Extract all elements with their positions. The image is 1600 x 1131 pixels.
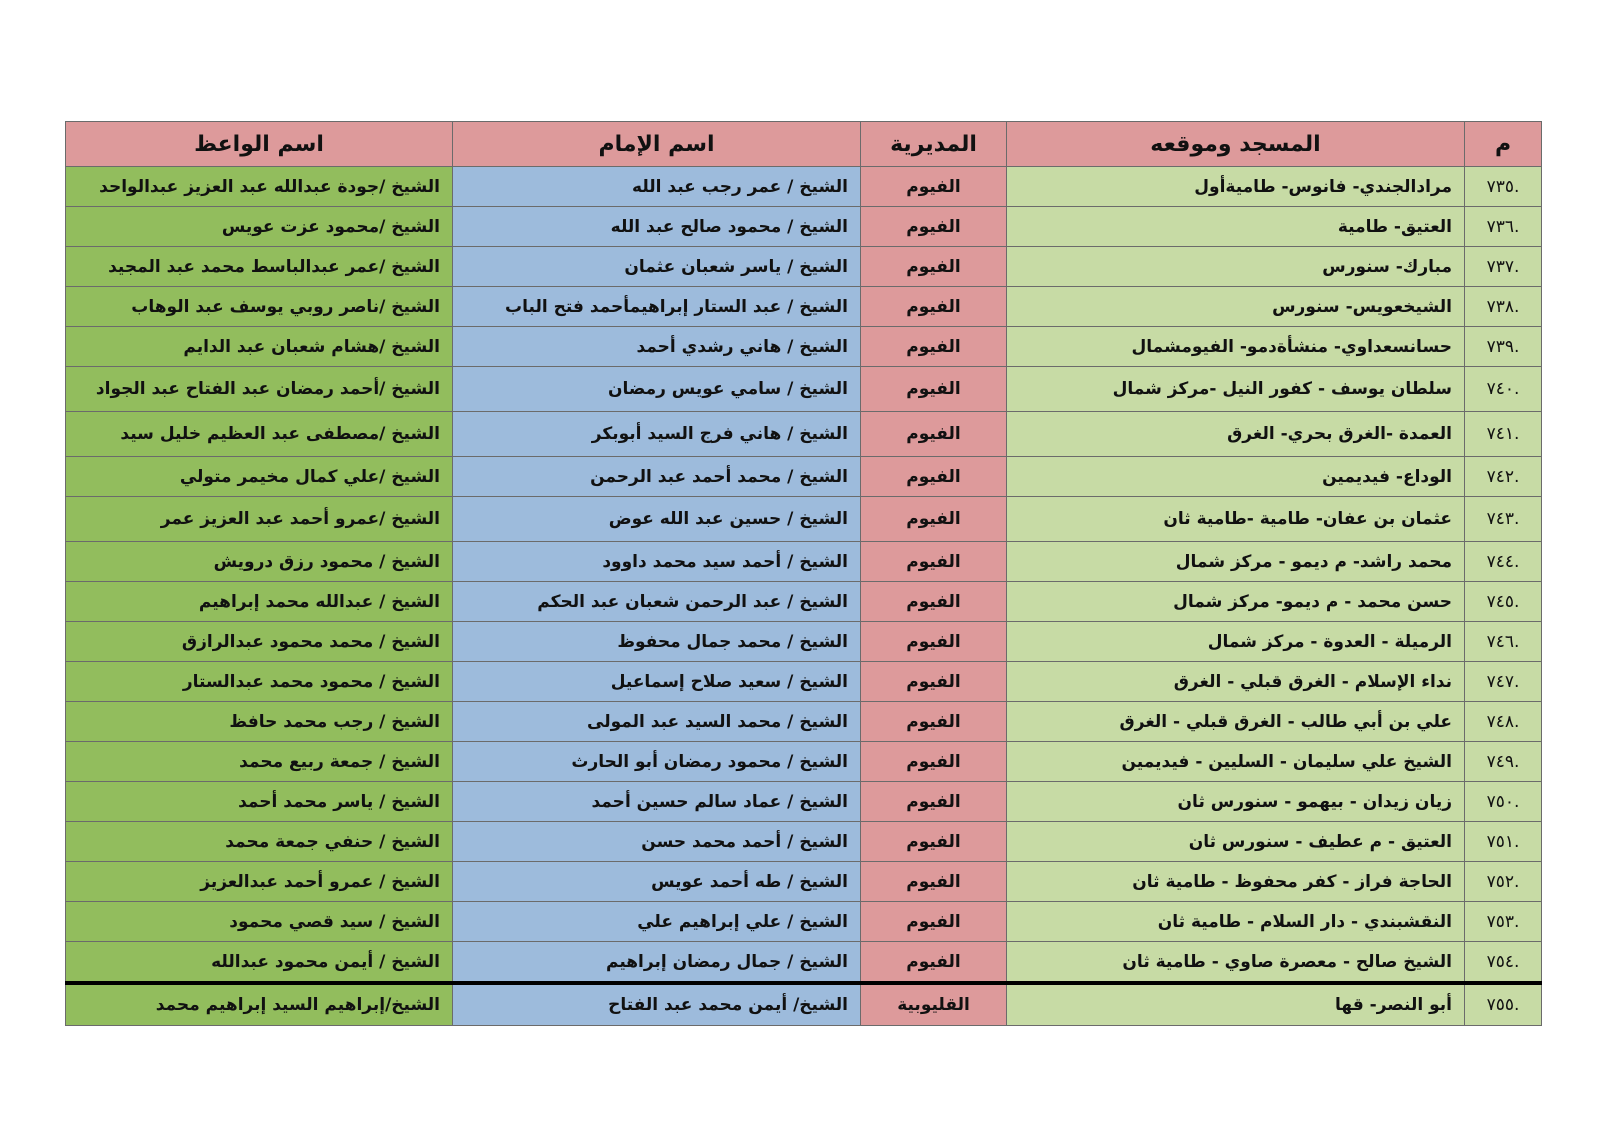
table-row <box>66 327 1542 367</box>
table-row <box>66 983 1542 1026</box>
row-number: ٧٤٣. <box>1465 497 1542 542</box>
directorate-cell: الفيوم <box>861 542 1007 582</box>
mosque-cell: علي بن أبي طالب - الغرق قبلي - الغرق <box>1007 702 1465 742</box>
imam-cell: الشيخ / محمد السيد عبد المولى <box>453 702 861 742</box>
preacher-cell: الشيخ /ناصر روبي يوسف عبد الوهاب <box>66 287 453 327</box>
mosque-cell: الشيخعويس- سنورس <box>1007 287 1465 327</box>
imam-cell: الشيخ / عبد الستار إبراهيمأحمد فتح الباب <box>453 287 861 327</box>
table-row <box>66 367 1542 412</box>
mosque-cell: النقشبندي - دار السلام - طامية ثان <box>1007 902 1465 942</box>
row-number: ٧٣٨. <box>1465 287 1542 327</box>
row-number: ٧٤٨. <box>1465 702 1542 742</box>
mosque-cell: الحاجة فراز - كفر محفوظ - طامية ثان <box>1007 862 1465 902</box>
mosque-cell: نداء الإسلام - الغرق قبلي - الغرق <box>1007 662 1465 702</box>
table-row <box>66 782 1542 822</box>
mosque-cell: الوداع- فيديمين <box>1007 457 1465 497</box>
table-row <box>66 662 1542 702</box>
row-number: ٧٣٩. <box>1465 327 1542 367</box>
mosque-cell: العمدة -الغرق بحري- الغرق <box>1007 412 1465 457</box>
table-row <box>66 207 1542 247</box>
table-row <box>66 457 1542 497</box>
directorate-cell: الفيوم <box>861 662 1007 702</box>
header-mosque: المسجد وموقعه <box>1007 122 1465 167</box>
preacher-cell: الشيخ /علي كمال مخيمر متولي <box>66 457 453 497</box>
mosque-cell: مبارك- سنورس <box>1007 247 1465 287</box>
row-number: ٧٤٩. <box>1465 742 1542 782</box>
imam-cell: الشيخ / علي إبراهيم علي <box>453 902 861 942</box>
row-number: ٧٤١. <box>1465 412 1542 457</box>
imam-cell: الشيخ / أحمد محمد حسن <box>453 822 861 862</box>
row-number: ٧٣٦. <box>1465 207 1542 247</box>
mosque-cell: الشيخ علي سليمان - السليين - فيديمين <box>1007 742 1465 782</box>
mosque-cell: العتيق- طامية <box>1007 207 1465 247</box>
directorate-cell: الفيوم <box>861 942 1007 984</box>
row-number: ٧٤٧. <box>1465 662 1542 702</box>
row-number: ٧٣٥. <box>1465 167 1542 207</box>
row-number: ٧٥٣. <box>1465 902 1542 942</box>
preacher-cell: الشيخ / عمرو أحمد عبدالعزيز <box>66 862 453 902</box>
mosque-cell: العتيق - م عطيف - سنورس ثان <box>1007 822 1465 862</box>
table-row <box>66 542 1542 582</box>
directorate-cell: الفيوم <box>861 622 1007 662</box>
mosque-cell: محمد راشد- م ديمو - مركز شمال <box>1007 542 1465 582</box>
imam-cell: الشيخ / أحمد سيد محمد داوود <box>453 542 861 582</box>
directorate-cell: الفيوم <box>861 902 1007 942</box>
preacher-cell: الشيخ / جمعة ربيع محمد <box>66 742 453 782</box>
table-row <box>66 942 1542 984</box>
row-number: ٧٥٥. <box>1465 983 1542 1026</box>
directorate-cell: الفيوم <box>861 327 1007 367</box>
row-number: ٧٤٦. <box>1465 622 1542 662</box>
preacher-cell: الشيخ / عبدالله محمد إبراهيم <box>66 582 453 622</box>
directorate-cell: الفيوم <box>861 457 1007 497</box>
directorate-cell: الفيوم <box>861 782 1007 822</box>
row-number: ٧٤٤. <box>1465 542 1542 582</box>
mosque-cell: مرادالجندي- فانوس- طاميةأول <box>1007 167 1465 207</box>
row-number: ٧٤٢. <box>1465 457 1542 497</box>
imam-cell: الشيخ / طه أحمد عويس <box>453 862 861 902</box>
header-preacher: اسم الواعظ <box>66 122 453 167</box>
row-number: ٧٥١. <box>1465 822 1542 862</box>
preacher-cell: الشيخ /هشام شعبان عبد الدايم <box>66 327 453 367</box>
table-row <box>66 287 1542 327</box>
directorate-cell: الفيوم <box>861 862 1007 902</box>
table-row <box>66 167 1542 207</box>
row-number: ٧٤٥. <box>1465 582 1542 622</box>
preacher-cell: الشيخ / محمود محمد عبدالستار <box>66 662 453 702</box>
table-row <box>66 742 1542 782</box>
mosque-cell: الشيخ صالح - معصرة صاوي - طامية ثان <box>1007 942 1465 984</box>
imam-cell: الشيخ / محمود رمضان أبو الحارث <box>453 742 861 782</box>
header-directorate: المديرية <box>861 122 1007 167</box>
preacher-cell: الشيخ /أحمد رمضان عبد الفتاح عبد الجواد <box>66 367 453 412</box>
row-number: ٧٣٧. <box>1465 247 1542 287</box>
row-number: ٧٥٢. <box>1465 862 1542 902</box>
mosque-cell: الرميلة - العدوة - مركز شمال <box>1007 622 1465 662</box>
table-row <box>66 412 1542 457</box>
table-row <box>66 862 1542 902</box>
mosque-cell: حسن محمد - م ديمو- مركز شمال <box>1007 582 1465 622</box>
imam-cell: الشيخ / هاني رشدي أحمد <box>453 327 861 367</box>
table-row <box>66 902 1542 942</box>
mosque-cell: عثمان بن عفان- طامية -طامية ثان <box>1007 497 1465 542</box>
directorate-cell: الفيوم <box>861 167 1007 207</box>
table-row <box>66 582 1542 622</box>
mosque-schedule-table <box>65 121 1542 1026</box>
directorate-cell: الفيوم <box>861 702 1007 742</box>
preacher-cell: الشيخ / محمود رزق درويش <box>66 542 453 582</box>
table-row <box>66 497 1542 542</box>
row-number: ٧٥٠. <box>1465 782 1542 822</box>
mosque-cell: زيان زيدان - بيهمو - سنورس ثان <box>1007 782 1465 822</box>
directorate-cell: الفيوم <box>861 742 1007 782</box>
imam-cell: الشيخ / جمال رمضان إبراهيم <box>453 942 861 984</box>
table-row <box>66 622 1542 662</box>
table-body <box>66 167 1542 1026</box>
imam-cell: الشيخ / محمود صالح عبد الله <box>453 207 861 247</box>
imam-cell: الشيخ / سامي عويس رمضان <box>453 367 861 412</box>
imam-cell: الشيخ / محمد جمال محفوظ <box>453 622 861 662</box>
preacher-cell: الشيخ / رجب محمد حافظ <box>66 702 453 742</box>
mosque-cell: أبو النصر- قها <box>1007 983 1465 1026</box>
directorate-cell: الفيوم <box>861 287 1007 327</box>
preacher-cell: الشيخ / ياسر محمد أحمد <box>66 782 453 822</box>
directorate-cell: الفيوم <box>861 497 1007 542</box>
table-row <box>66 822 1542 862</box>
preacher-cell: الشيخ /جودة عبدالله عبد العزيز عبدالواحد <box>66 167 453 207</box>
header-row <box>66 122 1542 167</box>
preacher-cell: الشيخ /مصطفى عبد العظيم خليل سيد <box>66 412 453 457</box>
mosque-cell: سلطان يوسف - كفور النيل -مركز شمال <box>1007 367 1465 412</box>
preacher-cell: الشيخ / محمد محمود عبدالرازق <box>66 622 453 662</box>
directorate-cell: الفيوم <box>861 247 1007 287</box>
imam-cell: الشيخ / حسين عبد الله عوض <box>453 497 861 542</box>
imam-cell: الشيخ / ياسر شعبان عثمان <box>453 247 861 287</box>
directorate-cell: الفيوم <box>861 367 1007 412</box>
imam-cell: الشيخ / محمد أحمد عبد الرحمن <box>453 457 861 497</box>
row-number: ٧٥٤. <box>1465 942 1542 984</box>
preacher-cell: الشيخ / حنفي جمعة محمد <box>66 822 453 862</box>
imam-cell: الشيخ / هاني فرج السيد أبوبكر <box>453 412 861 457</box>
preacher-cell: الشيخ / سيد قصي محمود <box>66 902 453 942</box>
directorate-cell: الفيوم <box>861 582 1007 622</box>
preacher-cell: الشيخ /عمر عبدالباسط محمد عبد المجيد <box>66 247 453 287</box>
directorate-cell: الفيوم <box>861 822 1007 862</box>
table-row <box>66 247 1542 287</box>
row-number: ٧٤٠. <box>1465 367 1542 412</box>
imam-cell: الشيخ / عبد الرحمن شعبان عبد الحكم <box>453 582 861 622</box>
imam-cell: الشيخ / عمر رجب عبد الله <box>453 167 861 207</box>
preacher-cell: الشيخ/إبراهيم السيد إبراهيم محمد <box>66 983 453 1026</box>
directorate-cell: القليوبية <box>861 983 1007 1026</box>
imam-cell: الشيخ/ أيمن محمد عبد الفتاح <box>453 983 861 1026</box>
preacher-cell: الشيخ /محمود عزت عويس <box>66 207 453 247</box>
table-row <box>66 702 1542 742</box>
preacher-cell: الشيخ / أيمن محمود عبدالله <box>66 942 453 984</box>
header-imam: اسم الإمام <box>453 122 861 167</box>
mosque-cell: حسانسعداوي- منشأةدمو- الفيومشمال <box>1007 327 1465 367</box>
imam-cell: الشيخ / عماد سالم حسين أحمد <box>453 782 861 822</box>
directorate-cell: الفيوم <box>861 412 1007 457</box>
imam-cell: الشيخ / سعيد صلاح إسماعيل <box>453 662 861 702</box>
header-num: م <box>1465 122 1542 167</box>
preacher-cell: الشيخ /عمرو أحمد عبد العزيز عمر <box>66 497 453 542</box>
directorate-cell: الفيوم <box>861 207 1007 247</box>
